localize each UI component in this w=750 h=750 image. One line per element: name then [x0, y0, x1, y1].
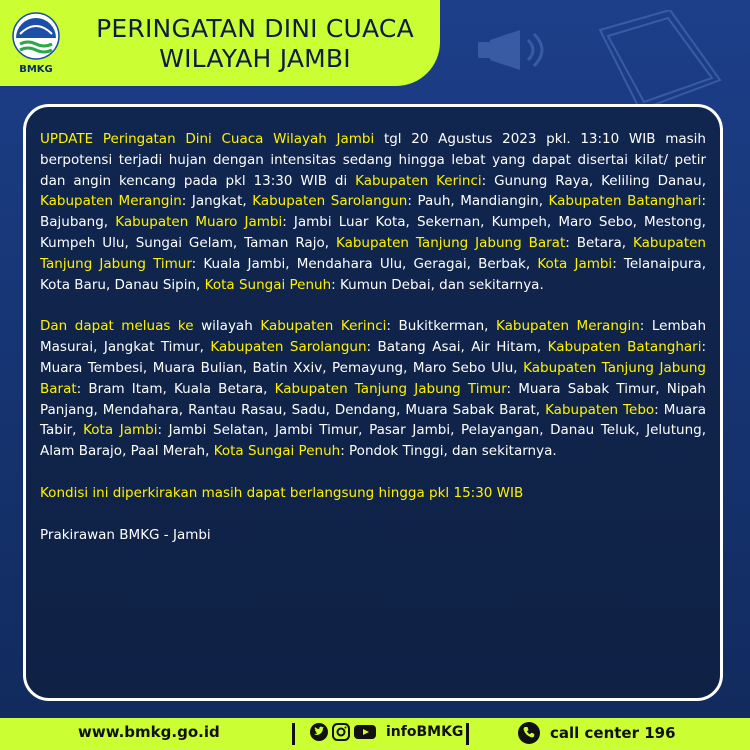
text-segment: : Pondok Tinggi, dan sekitarnya.	[340, 443, 557, 460]
highlight-region-name: Kabupaten Muaro Jambi	[115, 214, 283, 231]
call-center-text[interactable]: call center 196	[550, 724, 676, 742]
text-segment: tgl 20 Agustus 2023 pkl. 13:10 WIB masih berpotensi terjadi hujan dengan intensitas sedang hingga lebat yang dapat disertai kilat/ petir dan angin kencang pada pkl 13:30 WIB di	[40, 131, 706, 189]
youtube-icon[interactable]	[354, 724, 376, 740]
text-segment: : Gunung Raya, Keliling Danau,	[481, 172, 706, 189]
text-segment: : Bram Itam, Kuala Betara,	[76, 380, 275, 397]
text-segment: : Betara,	[565, 234, 633, 251]
page-title	[70, 14, 440, 74]
highlight-region-name: Kabupaten Tanjung Jabung Timur	[40, 234, 706, 272]
title-line-2: WILAYAH JAMBI	[159, 44, 351, 73]
text-segment: : Kumun Debai, dan sekitarnya.	[331, 276, 544, 293]
forecaster-signature: Prakirawan BMKG - Jambi	[40, 526, 211, 543]
text-segment: : Kuala Jambi, Mendahara Ulu, Geragai, Berbak,	[191, 255, 538, 272]
text-segment: : Batang Asai, Air Hitam,	[366, 339, 548, 356]
highlight-region-name: Kabupaten Tanjung Jabung Timur	[274, 380, 507, 397]
highlight-region-name: Dan dapat meluas ke	[40, 318, 194, 335]
text-segment: : Pauh, Mandiangin,	[407, 193, 549, 210]
twitter-icon[interactable]	[310, 723, 328, 741]
text-segment: : Jangkat,	[181, 193, 253, 210]
highlight-region-name: Kota Sungai Penuh	[213, 443, 341, 460]
highlight-region-name: Kabupaten Kerinci	[260, 318, 387, 335]
highlight-region-name: Kabupaten Merangin	[495, 318, 640, 335]
text-segment: : Jambi Selatan, Jambi Timur, Pasar Jambi, Pelayangan, Danau Teluk, Jelutung, Alam Barajo, Paal Merah,	[40, 422, 706, 460]
highlight-region-name: Kabupaten Sarolangun	[210, 339, 367, 356]
title-line-1: PERINGATAN DINI CUACA	[96, 14, 414, 43]
highlight-region-name: Kabupaten Kerinci	[355, 172, 482, 189]
highlight-region-name: UPDATE Peringatan Dini Cuaca Wilayah Jambi	[40, 131, 375, 147]
website-link[interactable]: www.bmkg.go.id	[78, 723, 220, 741]
highlight-region-name: Kabupaten Tanjung Jabung Barat	[335, 234, 566, 251]
highlight-region-name: Kota Jambi	[83, 422, 158, 439]
highlight-region-name: Kota Jambi	[537, 255, 613, 272]
highlight-region-name: Kabupaten Batanghari	[548, 193, 702, 210]
call-center	[518, 722, 676, 744]
condition-statement: Kondisi ini diperkirakan masih dapat berlangsung hingga pkl 15:30 WIB	[40, 484, 524, 501]
highlight-region-name: Kabupaten Tanjung Jabung Barat	[40, 359, 707, 397]
highlight-region-name: Kabupaten Merangin	[40, 193, 182, 210]
social-handle[interactable]: infoBMKG	[386, 724, 464, 740]
text-segment: wilayah	[193, 318, 261, 335]
text-segment: : Jambi Luar Kota, Sekernan, Kumpeh, Maro Sebo, Mestong, Kumpeh Ulu, Sungai Gelam, Taman Rajo,	[40, 214, 706, 251]
text-segment: : Bajubang,	[40, 193, 706, 231]
highlight-region-name: Kabupaten Tebo	[545, 401, 655, 418]
header-banner	[0, 0, 440, 86]
logo-text: BMKG	[19, 64, 53, 75]
footer-divider	[466, 723, 469, 745]
text-segment: : Lembah Masurai, Jangkat Timur,	[40, 318, 707, 356]
highlight-region-name: Kabupaten Batanghari	[547, 339, 702, 356]
highlight-region-name: Kota Sungai Penuh	[204, 276, 332, 293]
text-segment: : Bukitkerman,	[386, 318, 496, 335]
social-links	[310, 723, 463, 741]
text-segment: : Muara Sabak Timur, Nipah Panjang, Mendahara, Rantau Rasau, Sadu, Dendang, Muara Sabak Barat,	[40, 380, 706, 418]
highlight-region-name: Kabupaten Sarolangun	[252, 193, 408, 210]
footer-divider	[292, 723, 295, 745]
text-segment: : Telanaipura, Kota Baru, Danau Sipin,	[40, 255, 706, 293]
warning-paragraph-1	[40, 129, 706, 295]
phone-icon	[518, 722, 540, 744]
text-segment: : Muara Tabir,	[40, 401, 706, 439]
warning-content-panel	[23, 104, 723, 701]
warning-paragraph-2	[40, 316, 706, 462]
footer-bar	[0, 718, 750, 750]
instagram-icon[interactable]	[332, 723, 350, 741]
text-segment: : Muara Tembesi, Muara Bulian, Batin Xxiv, Pemayung, Maro Sebo Ulu,	[40, 339, 707, 376]
